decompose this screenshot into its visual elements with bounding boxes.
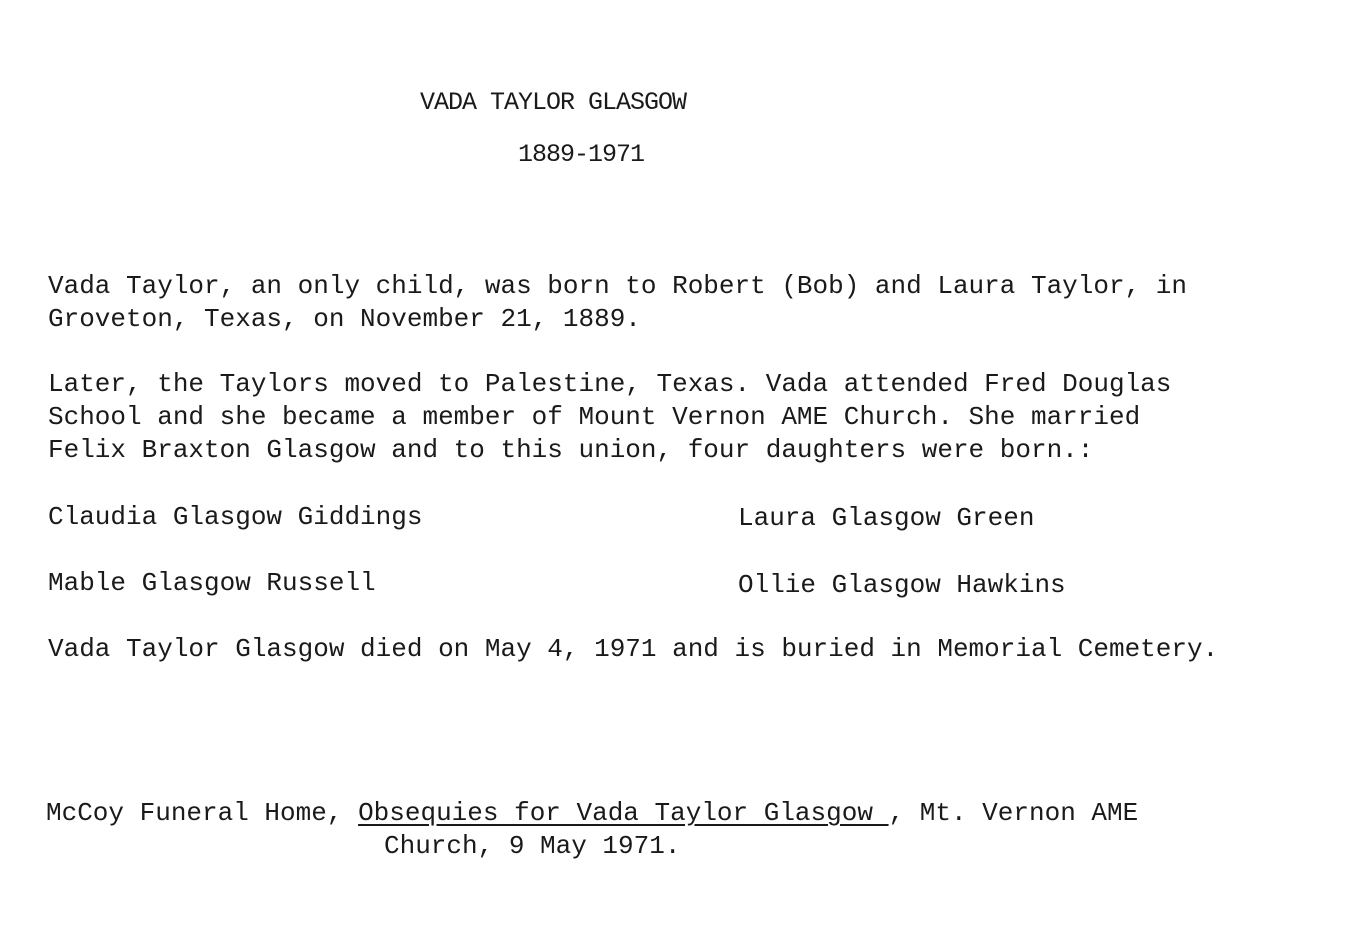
life-years: 1889-1971 [518,140,645,169]
daughter-name: Mable Glasgow Russell [48,568,376,598]
life-paragraph-line-3: Felix Braxton Glasgow and to this union, four daughters were born.: [48,435,1094,465]
life-paragraph-line-2: School and she became a member of Mount Vernon AME Church. She married [48,402,1141,432]
citation-source: McCoy Funeral Home, [46,798,359,828]
life-paragraph-line-1: Later, the Taylors moved to Palestine, Texas. Vada attended Fred Douglas [48,369,1172,399]
daughter-name: Claudia Glasgow Giddings [48,502,423,532]
citation-work-title: Obsequies for Vada Taylor Glasgow [358,798,889,828]
birth-paragraph-line-2: Groveton, Texas, on November 21, 1889. [48,304,641,334]
birth-paragraph [48,270,1308,336]
daughter-name: Ollie Glasgow Hawkins [738,570,1066,600]
citation-location: , Mt. Vernon AME [888,798,1139,828]
daughter-name: Laura Glasgow Green [738,503,1035,533]
birth-paragraph-line-1: Vada Taylor, an only child, was born to Robert (Bob) and Laura Taylor, in [48,271,1187,301]
death-statement: Vada Taylor Glasgow died on May 4, 1971 and is buried in Memorial Cemetery. [48,634,1219,664]
source-citation [46,797,1138,863]
life-paragraph [48,368,1308,467]
document-title: VADA TAYLOR GLASGOW [420,88,687,117]
citation-line-2: Church, 9 May 1971. [384,831,681,861]
